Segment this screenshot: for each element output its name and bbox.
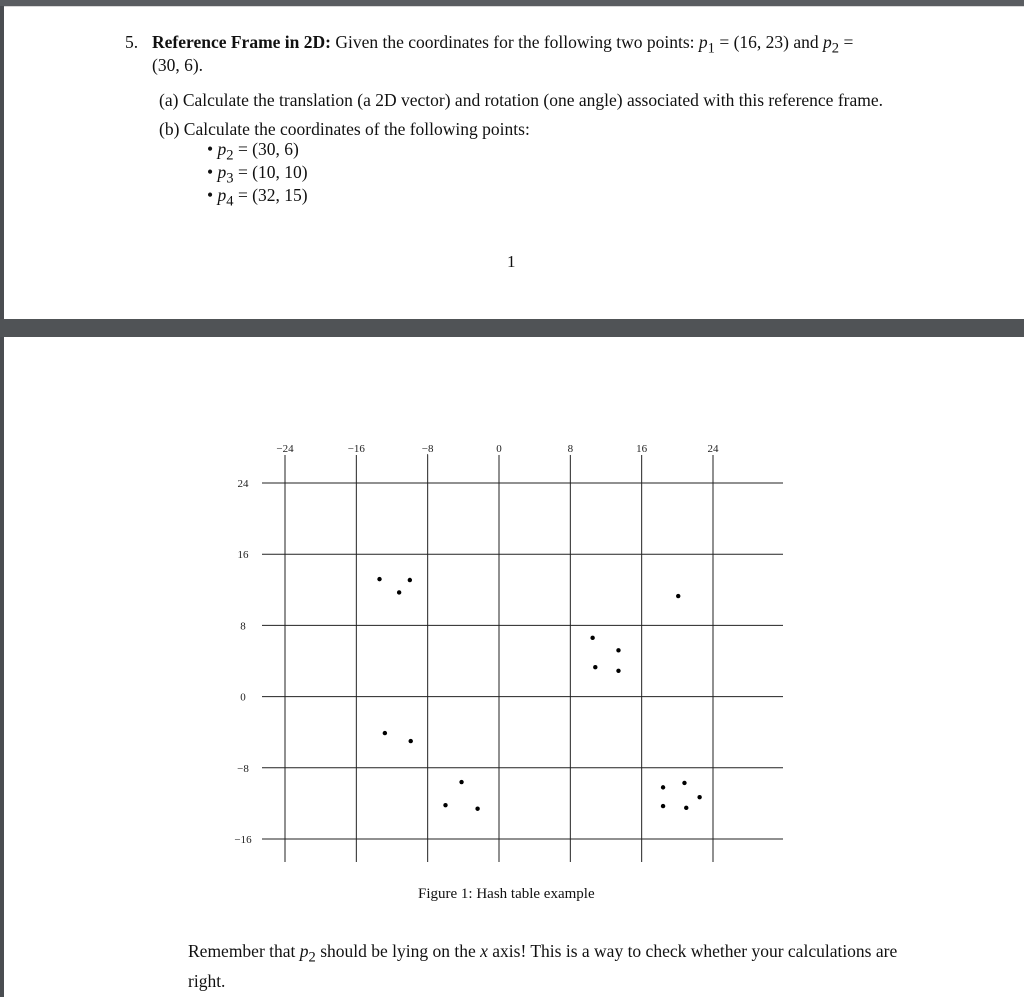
question-line-1 xyxy=(152,32,853,58)
bullet-item xyxy=(207,139,299,165)
remark-axis-symbol: x xyxy=(480,941,488,961)
figure-caption: Figure 1: Hash table example xyxy=(418,886,595,902)
question-title: Reference Frame in 2D: xyxy=(152,32,331,52)
y-tick-label: −16 xyxy=(234,834,252,846)
p1-symbol: p xyxy=(698,32,708,52)
bullet-symbol: p xyxy=(217,185,227,205)
bullet-dot-icon: • xyxy=(207,185,214,205)
p2-subscript: 2 xyxy=(831,40,840,57)
data-point xyxy=(661,785,665,789)
question-intro: Given the coordinates for the following two points: xyxy=(335,32,695,52)
x-tick-label: −24 xyxy=(276,443,294,455)
data-point xyxy=(661,804,665,808)
p2-equals: = xyxy=(843,32,854,52)
bullet-value: = (32, 15) xyxy=(237,185,308,205)
bullet-item xyxy=(207,185,308,211)
data-point xyxy=(443,803,447,807)
bullet-subscript: 2 xyxy=(226,147,234,164)
p2-symbol: p xyxy=(823,32,832,52)
p1-value: = (16, 23) xyxy=(719,32,789,52)
part-b-label: (b) xyxy=(159,119,180,139)
data-point xyxy=(590,636,594,640)
data-point xyxy=(682,781,686,785)
data-point xyxy=(616,669,620,673)
data-point xyxy=(459,780,463,784)
y-tick-label: 24 xyxy=(237,478,249,490)
part-a-text: Calculate the translation (a 2D vector) and rotation (one angle) associated with this reference frame. xyxy=(182,90,884,110)
page-separator xyxy=(0,319,1024,337)
x-tick-label: 8 xyxy=(567,443,574,455)
data-point xyxy=(593,665,597,669)
bullet-symbol: p xyxy=(217,162,227,182)
data-point xyxy=(676,594,680,598)
y-tick-label: −8 xyxy=(237,762,249,775)
and-word: and xyxy=(793,32,819,52)
page-number: 1 xyxy=(507,252,516,271)
x-tick-label: −8 xyxy=(421,443,434,455)
part-a xyxy=(159,90,883,111)
data-point xyxy=(475,807,479,811)
bullet-dot-icon: • xyxy=(207,162,214,182)
remark-text xyxy=(188,940,928,993)
data-point xyxy=(377,577,381,581)
x-tick-label: 0 xyxy=(496,443,502,455)
p2-value: (30, 6). xyxy=(152,55,204,75)
data-point xyxy=(383,731,387,735)
p1-subscript: 1 xyxy=(707,40,715,57)
data-point xyxy=(397,590,401,594)
bullet-value: = (30, 6) xyxy=(237,139,299,159)
part-b xyxy=(159,119,530,140)
remark-part-a: Remember that xyxy=(188,941,296,961)
y-tick-label: 8 xyxy=(240,620,246,633)
x-tick-label: −16 xyxy=(347,443,365,455)
bullet-symbol: p xyxy=(217,139,227,159)
y-tick-label: 0 xyxy=(240,691,246,704)
bullet-dot-icon: • xyxy=(207,139,214,159)
pdf-page-1 xyxy=(4,6,1024,320)
bullet-subscript: 4 xyxy=(226,193,234,210)
remark-p-subscript: 2 xyxy=(308,949,316,966)
bullet-subscript: 3 xyxy=(226,170,234,187)
remark-part-b: should be lying on the xyxy=(320,941,476,961)
data-point xyxy=(616,648,620,652)
data-point xyxy=(409,739,413,743)
pdf-page-2 xyxy=(4,337,1024,997)
part-a-label: (a) xyxy=(159,90,179,110)
data-point xyxy=(408,578,412,582)
grid-scatter-plot xyxy=(4,337,1024,877)
part-b-text: Calculate the coordinates of the following points: xyxy=(183,119,530,139)
bullet-value: = (10, 10) xyxy=(237,162,308,182)
question-line-2 xyxy=(152,55,203,76)
y-tick-label: 16 xyxy=(237,549,249,562)
data-point xyxy=(697,795,701,799)
remark-part-c: axis! This is a way to check whether your calculations are right. xyxy=(188,941,898,991)
data-point xyxy=(684,806,688,810)
x-tick-label: 16 xyxy=(636,443,648,455)
x-tick-label: 24 xyxy=(707,443,719,455)
remark-p-symbol: p xyxy=(299,941,309,961)
question-number: 5. xyxy=(125,32,139,52)
bullet-item xyxy=(207,162,308,188)
